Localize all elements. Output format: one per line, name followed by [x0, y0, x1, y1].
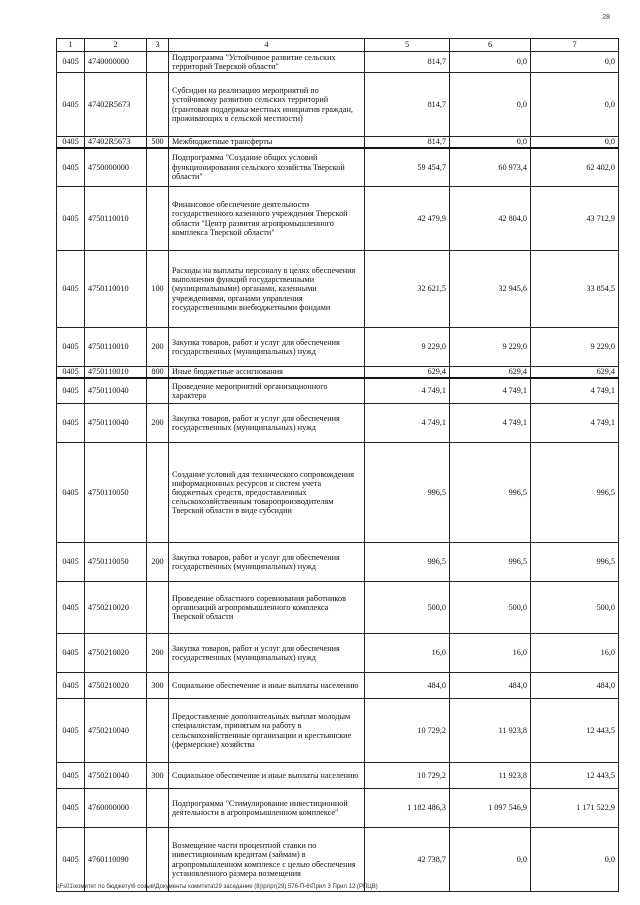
row-name: Межбюджетные трансферты — [169, 137, 365, 148]
row-expense-type: 300 — [147, 673, 169, 699]
row-value-year-2: 4 749,1 — [450, 404, 531, 443]
row-expense-type: 200 — [147, 404, 169, 443]
row-value-year-3: 12 443,5 — [531, 699, 619, 763]
row-expense-type — [147, 378, 169, 404]
row-value-year-2: 0,0 — [450, 828, 531, 892]
file-path-footer: \\Fs01\комитет по бюджету\6 созыв\Документы комитета\29 заседание (8)\pr\pr(29) 576-П-6\Прил 3 Прил 12 (РПЦВ) — [56, 884, 378, 890]
header-col-7: 7 — [531, 39, 619, 52]
row-value-year-2: 0,0 — [450, 137, 531, 148]
row-target-code: 4750210020 — [85, 582, 147, 634]
row-name: Закупка товаров, работ и услуг для обеспечения государственных (муниципальных) нужд — [169, 328, 365, 367]
row-value-year-2: 4 749,1 — [450, 378, 531, 404]
row-value-year-1: 32 621,5 — [365, 251, 450, 328]
row-target-code: 4760000000 — [85, 789, 147, 828]
row-expense-type — [147, 73, 169, 137]
table-row — [57, 73, 619, 137]
row-target-code: 4750110050 — [85, 443, 147, 543]
row-name: Закупка товаров, работ и услуг для обеспечения государственных (муниципальных) нужд — [169, 404, 365, 443]
table-row — [57, 378, 619, 404]
row-section-code: 0405 — [57, 543, 85, 582]
row-name: Подпрограмма "Стимулирование инвестиционной деятельности в агропромышленном комплексе" — [169, 789, 365, 828]
row-value-year-3: 16,0 — [531, 634, 619, 673]
row-target-code: 4740000000 — [85, 52, 147, 73]
table-row — [57, 148, 619, 187]
budget-table — [56, 38, 619, 892]
table-row — [57, 251, 619, 328]
row-target-code: 4750110010 — [85, 328, 147, 367]
row-value-year-2: 9 229,0 — [450, 328, 531, 367]
table-row — [57, 404, 619, 443]
row-value-year-1: 59 454,7 — [365, 148, 450, 187]
row-value-year-1: 996,5 — [365, 543, 450, 582]
row-section-code: 0405 — [57, 148, 85, 187]
row-value-year-3: 0,0 — [531, 73, 619, 137]
row-name: Подпрограмма "Создание общих условий функционирования сельского хозяйства Тверской области" — [169, 148, 365, 187]
table-row — [57, 789, 619, 828]
row-target-code: 4750210040 — [85, 763, 147, 789]
table-row — [57, 582, 619, 634]
row-name: Финансовое обеспечение деятельности государственного казенного учреждения Тверской области "Центр развития агропромышленного комплекса Тверской области" — [169, 187, 365, 251]
row-target-code: 4760110090 — [85, 828, 147, 892]
row-value-year-1: 4 749,1 — [365, 378, 450, 404]
header-col-6: 6 — [450, 39, 531, 52]
row-expense-type — [147, 699, 169, 763]
row-section-code: 0405 — [57, 673, 85, 699]
table-row — [57, 673, 619, 699]
row-expense-type: 200 — [147, 328, 169, 367]
row-value-year-2: 996,5 — [450, 443, 531, 543]
row-value-year-2: 996,5 — [450, 543, 531, 582]
row-name: Проведение областного соревнования работников организаций агропромышленного комплекса Тверской области — [169, 582, 365, 634]
row-expense-type — [147, 187, 169, 251]
row-name: Субсидии на реализацию мероприятий по устойчивому развитию сельских территорий (грантовая поддержка местных инициатив граждан, проживающих в сельской местности) — [169, 73, 365, 137]
row-name: Проведение мероприятий организационного характера — [169, 378, 365, 404]
row-expense-type: 300 — [147, 763, 169, 789]
row-name: Закупка товаров, работ и услуг для обеспечения государственных (муниципальных) нужд — [169, 543, 365, 582]
row-value-year-1: 1 182 486,3 — [365, 789, 450, 828]
page-number: 28 — [602, 14, 610, 21]
table-row — [57, 52, 619, 73]
row-value-year-3: 1 171 522,9 — [531, 789, 619, 828]
row-target-code: 4750110010 — [85, 251, 147, 328]
row-value-year-3: 4 749,1 — [531, 404, 619, 443]
row-value-year-1: 4 749,1 — [365, 404, 450, 443]
table-row — [57, 443, 619, 543]
row-section-code: 0405 — [57, 699, 85, 763]
table-row — [57, 763, 619, 789]
row-name: Подпрограмма "Устойчивое развитие сельских территорий Тверской области" — [169, 52, 365, 73]
row-section-code: 0405 — [57, 367, 85, 378]
row-value-year-2: 0,0 — [450, 52, 531, 73]
row-name: Предоставление дополнительных выплат молодым специалистам, принятым на работу в сельскохозяйственные организации и крестьянские (фермерские) хозяйства — [169, 699, 365, 763]
row-value-year-3: 0,0 — [531, 52, 619, 73]
header-col-2: 2 — [85, 39, 147, 52]
row-expense-type — [147, 148, 169, 187]
row-value-year-2: 0,0 — [450, 73, 531, 137]
table-row — [57, 699, 619, 763]
row-value-year-1: 10 729,2 — [365, 699, 450, 763]
row-value-year-2: 60 973,4 — [450, 148, 531, 187]
row-value-year-1: 9 229,0 — [365, 328, 450, 367]
row-expense-type: 100 — [147, 251, 169, 328]
row-value-year-1: 814,7 — [365, 73, 450, 137]
row-value-year-3: 996,5 — [531, 543, 619, 582]
row-section-code: 0405 — [57, 789, 85, 828]
row-target-code: 47402R5673 — [85, 73, 147, 137]
row-value-year-3: 33 854,5 — [531, 251, 619, 328]
row-section-code: 0405 — [57, 404, 85, 443]
row-value-year-1: 42 738,7 — [365, 828, 450, 892]
row-expense-type: 200 — [147, 634, 169, 673]
row-target-code: 4750000000 — [85, 148, 147, 187]
row-expense-type: 200 — [147, 543, 169, 582]
row-value-year-3: 0,0 — [531, 137, 619, 148]
row-target-code: 4750210020 — [85, 634, 147, 673]
row-value-year-2: 32 945,6 — [450, 251, 531, 328]
row-value-year-2: 629,4 — [450, 367, 531, 378]
row-value-year-3: 62 402,0 — [531, 148, 619, 187]
row-value-year-1: 484,0 — [365, 673, 450, 699]
table-row — [57, 137, 619, 148]
row-section-code: 0405 — [57, 73, 85, 137]
row-value-year-3: 9 229,0 — [531, 328, 619, 367]
table-row — [57, 187, 619, 251]
row-section-code: 0405 — [57, 634, 85, 673]
row-value-year-1: 16,0 — [365, 634, 450, 673]
row-section-code: 0405 — [57, 763, 85, 789]
row-expense-type — [147, 828, 169, 892]
row-value-year-2: 500,0 — [450, 582, 531, 634]
row-target-code: 4750110010 — [85, 187, 147, 251]
header-col-4: 4 — [169, 39, 365, 52]
row-value-year-3: 0,0 — [531, 828, 619, 892]
table-row — [57, 828, 619, 892]
row-value-year-2: 11 923,8 — [450, 699, 531, 763]
row-value-year-2: 484,0 — [450, 673, 531, 699]
row-section-code: 0405 — [57, 328, 85, 367]
row-section-code: 0405 — [57, 443, 85, 543]
table-row — [57, 543, 619, 582]
row-section-code: 0405 — [57, 187, 85, 251]
row-target-code: 4750110040 — [85, 404, 147, 443]
row-value-year-2: 16,0 — [450, 634, 531, 673]
row-value-year-1: 814,7 — [365, 52, 450, 73]
row-value-year-3: 629,4 — [531, 367, 619, 378]
row-expense-type: 800 — [147, 367, 169, 378]
row-value-year-1: 814,7 — [365, 137, 450, 148]
row-expense-type — [147, 443, 169, 543]
row-section-code: 0405 — [57, 378, 85, 404]
row-target-code: 4750210040 — [85, 699, 147, 763]
row-expense-type — [147, 582, 169, 634]
row-expense-type — [147, 52, 169, 73]
row-name: Закупка товаров, работ и услуг для обеспечения государственных (муниципальных) нужд — [169, 634, 365, 673]
row-value-year-3: 500,0 — [531, 582, 619, 634]
row-name: Возмещение части процентной ставки по инвестиционным кредитам (займам) в агропромышленном комплексе с целью обеспечения установленного размера возмещения — [169, 828, 365, 892]
table-header-row — [57, 39, 619, 52]
row-target-code: 4750210020 — [85, 673, 147, 699]
row-value-year-2: 42 804,0 — [450, 187, 531, 251]
row-section-code: 0405 — [57, 137, 85, 148]
table-row — [57, 328, 619, 367]
row-target-code: 4750110050 — [85, 543, 147, 582]
header-col-5: 5 — [365, 39, 450, 52]
row-value-year-1: 500,0 — [365, 582, 450, 634]
header-col-3: 3 — [147, 39, 169, 52]
row-section-code: 0405 — [57, 582, 85, 634]
row-name: Создание условий для технического сопровождения информационных ресурсов и систем учета бюджетных средств, предоставленных сельскохозяйственным товаропроизводителям Тверской области в виде субсидии — [169, 443, 365, 543]
header-col-1: 1 — [57, 39, 85, 52]
row-value-year-3: 43 712,9 — [531, 187, 619, 251]
row-target-code: 4750110040 — [85, 378, 147, 404]
row-section-code: 0405 — [57, 52, 85, 73]
row-value-year-2: 1 097 546,9 — [450, 789, 531, 828]
row-target-code: 4750110010 — [85, 367, 147, 378]
row-target-code: 47402R5673 — [85, 137, 147, 148]
row-expense-type: 500 — [147, 137, 169, 148]
row-name: Социальное обеспечение и иные выплаты населению — [169, 673, 365, 699]
row-value-year-3: 12 443,5 — [531, 763, 619, 789]
row-value-year-2: 11 923,8 — [450, 763, 531, 789]
row-value-year-3: 4 749,1 — [531, 378, 619, 404]
row-value-year-1: 42 479,9 — [365, 187, 450, 251]
row-section-code: 0405 — [57, 828, 85, 892]
table-row — [57, 367, 619, 378]
row-value-year-1: 10 729,2 — [365, 763, 450, 789]
row-value-year-3: 484,0 — [531, 673, 619, 699]
row-value-year-3: 996,5 — [531, 443, 619, 543]
row-name: Иные бюджетные ассигнования — [169, 367, 365, 378]
row-expense-type — [147, 789, 169, 828]
row-name: Расходы на выплаты персоналу в целях обеспечения выполнения функций государственными (муниципальными) органами, казенными учреждениями, органами управления государственными внебюджетными фондами — [169, 251, 365, 328]
row-value-year-1: 629,4 — [365, 367, 450, 378]
table-row — [57, 634, 619, 673]
row-value-year-1: 996,5 — [365, 443, 450, 543]
row-name: Социальное обеспечение и иные выплаты населению — [169, 763, 365, 789]
row-section-code: 0405 — [57, 251, 85, 328]
